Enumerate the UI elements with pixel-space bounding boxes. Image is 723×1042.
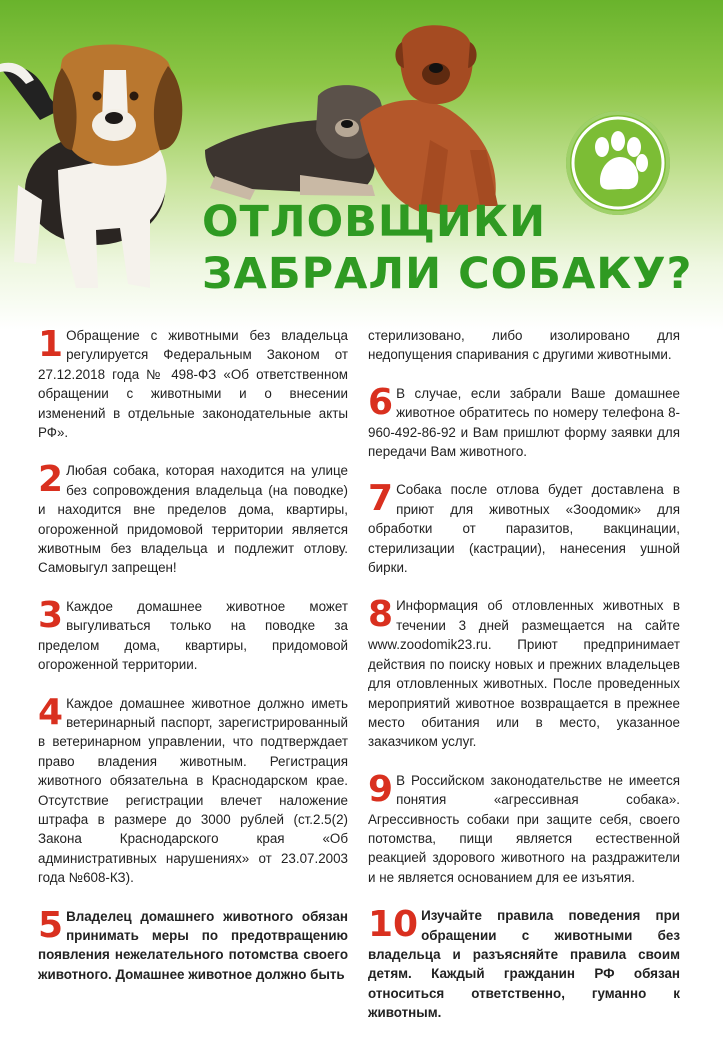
list-item [38,691,348,888]
page-title [202,196,702,300]
item-number: 3 [38,594,64,636]
item-text: Каждое домашнее животное может выгуливаться только на поводке за пределом дома, квартиры, придомовой огороженной территории. [38,598,348,673]
item-number: 4 [38,691,64,733]
list-item [368,381,680,462]
title-line-2: ЗАБРАЛИ СОБАКУ? [202,249,693,299]
list-item [368,768,680,887]
beagle-image [0,45,182,289]
item-number: 7 [368,478,394,520]
item-text: В Российском законодательстве не имеется понятия «агрессивная собака». Агрессивность собаки при защите себя, своего потомства, пищи является естественной реакцией здорового животного на раздражители и не является основанием для ее изъятия. [368,772,680,885]
dogs-image [205,25,498,214]
item-text: Изучайте правила поведения при обращении с животными без владельца и разъясняйте правила своим детям. Каждый гражданин РФ обязан относиться ответственно, гуманно к животным. [368,908,680,1021]
item-text: Собака после отлова будет доставлена в приют для животных «Зоодомик» для обработки от паразитов, вакцинации, стерилизации (кастрации), нанесения ушной бирки. [368,482,680,576]
list-item-continuation [368,326,680,365]
list-item [38,326,348,442]
item-text: Информация об отловленных животных в течении 3 дней размещается на сайте www.zoodomik23.ru. Приют предпринимает действия по поиску новых и прежних владельцев для отловленных животных. После проведенных мероприятий животное возвращается в прежнее место обитания или в место, указанное заказчиком услуг. [368,598,680,750]
item-number: 6 [368,381,394,423]
title-line-1: ОТЛОВЩИКИ [202,197,547,247]
list-item [368,906,680,1022]
list-item [38,594,348,675]
item-number: 1 [38,324,64,365]
item-text: В случае, если забрали Ваше домашнее животное обратитесь по номеру телефона 8-960-492-86-92 и Вам пришлют форму заявки для передачи Вам животного. [368,385,680,460]
item-text: Владелец домашнего животного обязан принимать меры по предотвращению появления нежелательного потомства своего животного. Домашнее животное должно быть [38,908,348,982]
list-item [38,904,348,985]
list-item [368,480,680,577]
left-column [38,326,348,1003]
item-text: Обращение с животными без владельца регулируется Федеральным Законом от 27.12.2018 года № 498-ФЗ «Об ответственном обращении с животными и о внесении изменений в отдельные законодательные акты РФ». [38,328,348,441]
list-item [368,596,680,751]
list-item [38,461,348,577]
item-text: Любая собака, которая находится на улице без сопровождения владельца (на поводке) и находится вне пределов дома, квартиры, огороженной придомовой территории является животным без владельца и подлежит отлову. Самовыгул запрещен! [38,463,348,576]
item-number: 10 [368,904,419,946]
item-number: 2 [38,459,64,501]
item-text: Каждое домашнее животное должно иметь ветеринарный паспорт, зарегистрированный в ветеринарном управлении, что подтверждает право владения животным. Регистрация животного обязательна в Краснодарском крае. Отсутствие регистрации влечет наложение штрафа в размере до 3000 рублей (ст.2.5(2) Закона Краснодарского края «Об административных нарушениях» от 23.07.2003 года №608-КЗ). [38,695,348,886]
item-number: 5 [38,904,64,946]
item-number: 8 [368,594,394,636]
item-number: 9 [368,768,394,810]
item-text: стерилизовано, либо изолировано для недопущения спаривания с другими животными. [368,328,680,363]
right-column [368,326,680,1042]
